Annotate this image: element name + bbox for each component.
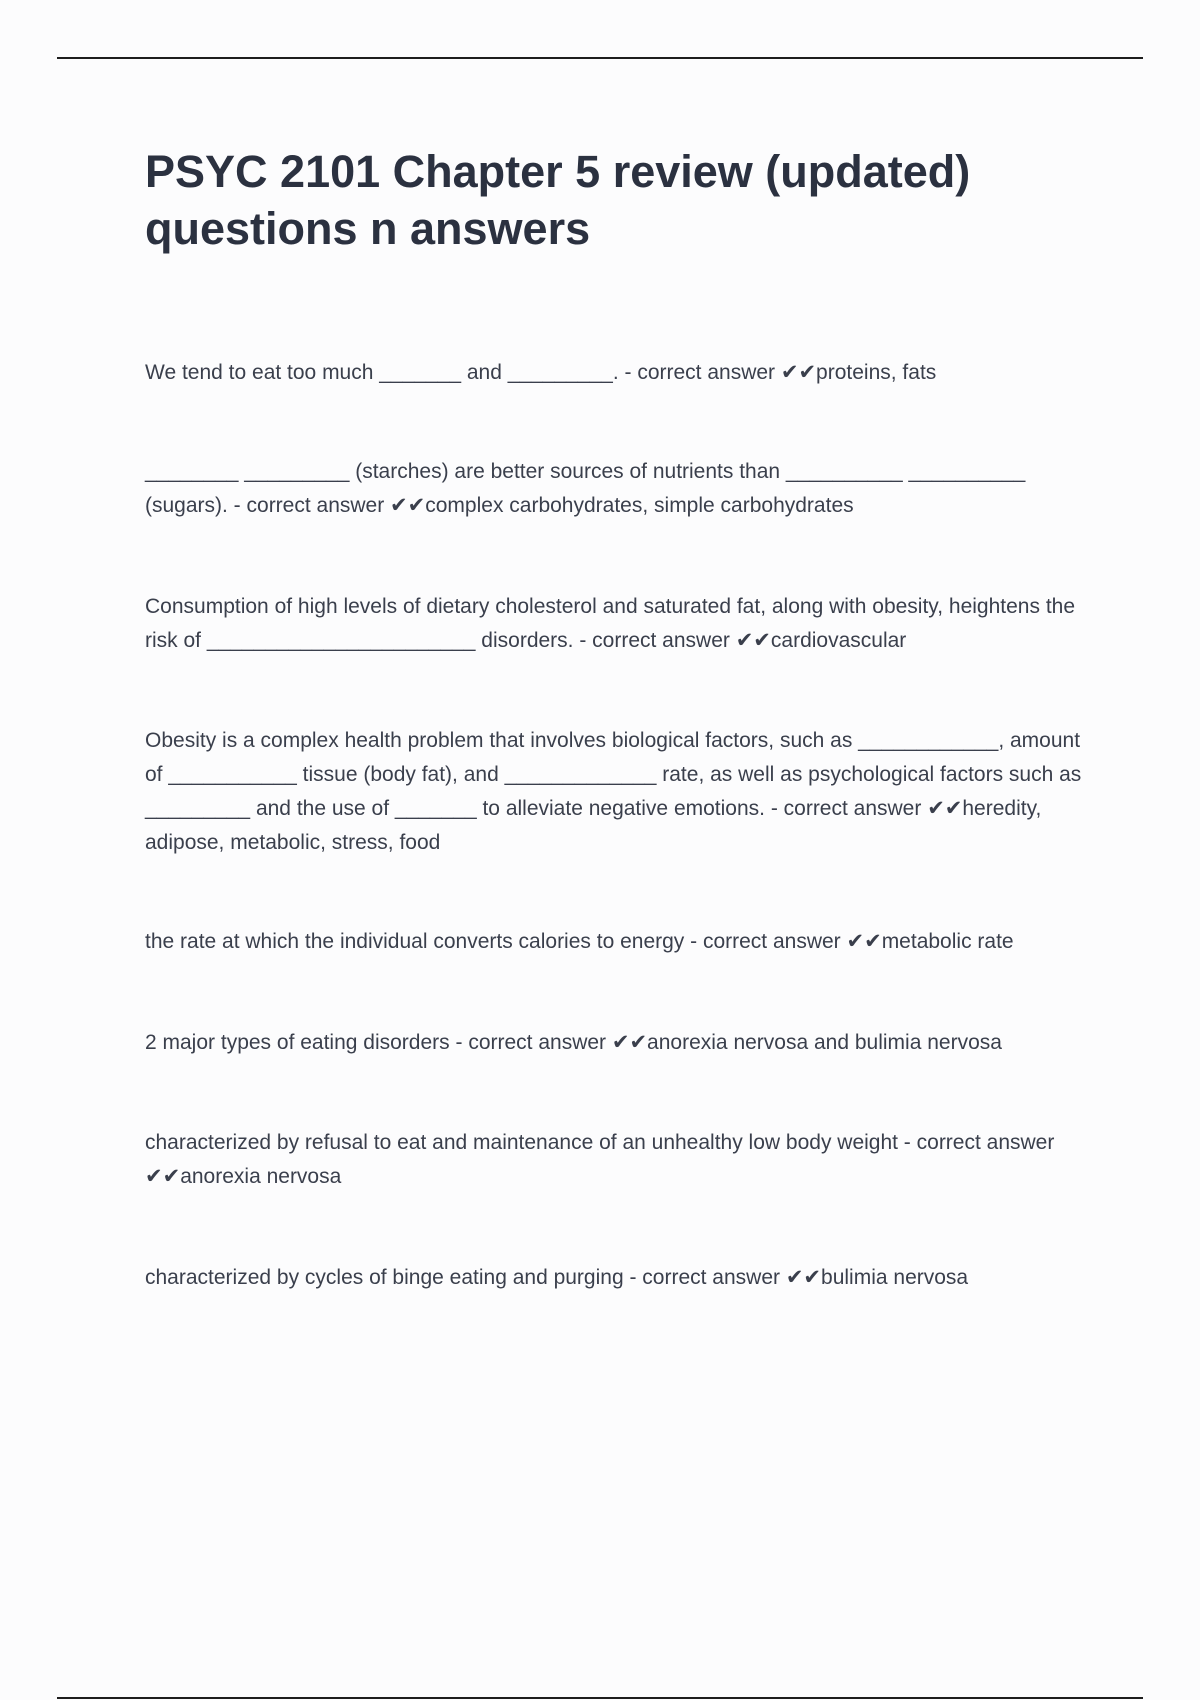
qa-item: ________ _________ (starches) are better sources of nutrients than __________ __________ (sugars). - correct answer ✔✔complex carbohydrates, simple carbohydrates [145,460,1026,517]
document-title: PSYC 2101 Chapter 5 review (updated) questions n answers [145,146,971,254]
qa-item: characterized by refusal to eat and maintenance of an unhealthy low body weight - correct answer ✔✔anorexia nervosa [145,1131,1055,1188]
qa-item: the rate at which the individual converts calories to energy - correct answer ✔✔metabolic rate [145,930,1014,953]
qa-item: 2 major types of eating disorders - correct answer ✔✔anorexia nervosa and bulimia nervosa [145,1031,1002,1054]
qa-item: Consumption of high levels of dietary cholesterol and saturated fat, along with obesity, heightens the risk of _______________________ disorders. - correct answer ✔✔cardiovascular [145,595,1076,652]
top-divider [57,57,1143,59]
qa-item: Obesity is a complex health problem that involves biological factors, such as ____________, amount of ___________ tissue (body fat), and _____________ rate, as well as psychological factors such as _________ and the use of _______ to alleviate negative emotions. - correct answer ✔✔heredity, adipose, metabolic, stress, food [145,729,1082,854]
qa-item: We tend to eat too much _______ and _________. - correct answer ✔✔proteins, fats [145,361,937,384]
qa-item: characterized by cycles of binge eating and purging - correct answer ✔✔bulimia nervosa [145,1266,969,1289]
bottom-divider [57,1697,1143,1699]
